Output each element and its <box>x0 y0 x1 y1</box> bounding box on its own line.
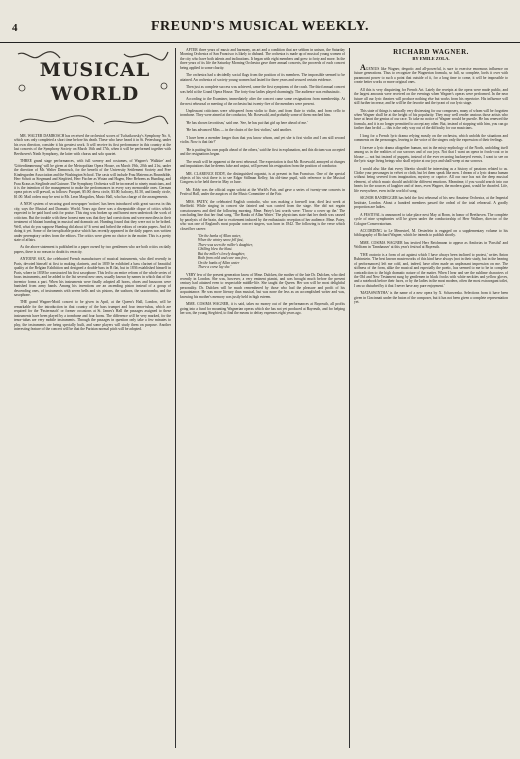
news-paragraph: Unpleasant criticisms were whispered from violin to flute, and from flute to violin, and from cello to trombone. They were aimed at the conductor, Mr. Rosewald, and probably some of them reached him. <box>180 108 345 118</box>
lead-text: GENIUS like Wagner, despotic and all-powerful, is sure to exercise enormous influence on future generations. Thus to recognize the Wagnerian formula, so full, so complete, lords it over with paramount power to such a point that outside of it, for a long time to come, it will be impossible to create better works or more original ones. <box>354 66 508 85</box>
column-divider <box>175 48 176 748</box>
column-right <box>354 48 508 748</box>
masthead <box>14 48 171 128</box>
drop-cap: A <box>360 62 366 72</box>
news-paragraph: 'He has shown favoritism,' said one. 'See, he has put that girl up here ahead of me.' <box>186 120 308 125</box>
news-paragraph: THE grand Wagner-Mottl concert to be given in April, at the Queen's Hall, London, will be remarkable for the introduction in that country of the bass trumpet and four tenor-tubas, which are required for the 'Fasternusch' or former occasions at St. James's Hall the passages assigned to these instruments have been played by a trombone and four horns. The difference will be very marked, for the tenor-tubas are very mobile instruments. Through the passages in question only take a few minutes to play, the instruments are being specially built, and some players will study them on purpose. Another interesting feature of the concert will be that the Parisian normal pitch will be adopted. <box>14 300 171 332</box>
news-paragraph: 'MATASWINTHA' is the name of a new opera by X. Scharwenka. Selections from it have been given in Cincinnati under the baton of the composer, but it has not been given a complete representation yet. <box>354 291 508 305</box>
article-lead-paragraph <box>354 62 508 85</box>
column-middle <box>180 48 345 748</box>
news-paragraph: VERY few of the present generation know of Mme. Dulcken, the mother of the late Dr. Dulcken, who died recently in London. She was, however, a very eminent pianist, and was brought much before the present century had attained even to respectable middle-life. She taught the Queen. Her son will be most delightful personality. Dr. Dulcken will be much remembered by those who had the pleasure and profit of his acquaintance. He was more literary than musical, but was none the less as an accomplished writer and was, knowing his mother's memory was justly held in high esteem. <box>180 272 345 299</box>
article-title: RICHARD WAGNER. <box>393 48 469 56</box>
poem-verse <box>198 234 345 270</box>
news-paragraph: Mr. Eddy was the official organ soloist at the World's Fair, and gave a series of twenty-one concerts in Festival Hall, under the auspices of the Music Committee of the Fair. <box>180 187 345 197</box>
page-header <box>0 14 520 43</box>
column-divider <box>349 48 350 748</box>
article-byline: BY EMILE ZOLA. <box>412 56 450 62</box>
verse-line: 'On the banks of Allan water, <box>198 233 241 238</box>
news-paragraph: ANTOINE SAX, the celebrated French manufacturer of musical instruments, who died recently in Paris, devoted himself at first to making clarinets, and in 1839 he exhibited a bass clarinet of beautiful quality at the Belgian Exhibition and designed a double-bass in B flat, but in 1836 established himself in Paris, where in 1838 he constructed his first saxophone. This led to an entire reform of the whole series of brass instruments, and he added to the list several new ones, usually known by names in which that of the inventor forms a part. When his instruments were finally adopted all horns, oboes and bassoons were banished from army bands. Among his inventions are an ascending piston instead of a group of descending ones, of instruments with seven bells and six pistons, the saxhorn, the saxotromba, and the saxophone. <box>14 257 171 297</box>
news-paragraph: SIGNOR RANDEGGER has held the first rehearsal of his new Amateur Orchestra, at the Imperial Institute, London. About a hundred members passed the ordeal of the total rehearsal. A goodly proportion are ladies. <box>354 196 508 210</box>
masthead-title <box>20 58 170 106</box>
page-number: 4 <box>12 22 18 34</box>
news-paragraph: AFTER three years of music and harmony, an art and a condition that are seldom in unison, the Saturday Morning Orchestra of San Francisco is likely to disband. The orchestra is made up of musical young women of the city who have both talents and inclinations. It began with eight members and grew to forty and more. In the three years of its life the Saturday Morning Orchestra gave three annual concerts, the proceeds of each concert being applied to some charity. <box>180 48 345 70</box>
news-paragraph: As the above statement is published in a paper owned by two gentlemen who are both critics on daily papers, there is no reason to doubt its veracity. <box>14 245 171 254</box>
news-paragraph: MR. CLARENCE EDDY, the distinguished organist, is at present in San Francisco. One of the special objects of his visit there is to see Edgar Stillman Kelley, his old-time pupil, with reference to the Musical Congress to be held there in May or June. <box>180 171 345 185</box>
verse-line: On the banks of Allan water <box>198 260 240 265</box>
article-paragraph: I long for a French lyric drama relying mostly on the orchestra, which unfolds the situations and comments on the personages, leaving to the voice of the singers only the expression of their feelings. <box>354 133 508 143</box>
article-paragraph: This state of things is naturally very distressing for our composers, many of whom will be forgotten when Wagner shall be at the height of his popularity. They may well render anxious those artists who have at heart the genius of our race. To take no notice of Wagner would be puerile. He has renewed the formula, and it is no longer permitted to accept any other. But, instead of stopping with him, you can go farther than he did — this is the only way out of the difficulty for our musicians. <box>354 108 508 131</box>
verse-line: When the wintry snow fell fast, <box>198 238 244 243</box>
news-paragraph: MRS. PATEY, the celebrated English contralto, who was making a farewell tour, died last week at Sheffield. While singing in concert she fainted and was carried from the stage. She did not regain consciousness and died the following morning. Mme. Patey's last words were: 'Throw a cover up the.' The concluding line that her final song, 'The Banks of Allan Water.' The physicians state that her death was caused by paralysis of the brain, due to excitement induced by the enthusiastic reception of her audience. Mme. Patey, who was one of England's most popular concert singers, was born in 1842. The following is the verse which closed her career: <box>180 199 345 231</box>
news-paragraph: 'I have been a member longer than that you know whom, and yet she is first violin and I am still second violin. Now is that fair?' <box>180 135 345 145</box>
news-paragraph: MR. WALTER DAMROSCH has received the orchestral scores of Tschaikowsky's Symphony No. 6, which was only completed a short time before his death. These who have heard it in St. Petersburg, under his own direction, consider it his greatest work. It will receive its first performance in this country at the last concerts of the Symphony Society on March 16th and 17th, when it will be performed together with Beethoven's Ninth Symphony, the latter with chorus and solo quartet. <box>14 134 171 156</box>
news-paragraph: 'He is putting his own pupils ahead of the others,' said the first in explanation, and this dictum was accepted and the resignations began. <box>180 147 345 157</box>
verse-line: There a corse lay she.' <box>198 265 232 270</box>
masthead-word: WORLD <box>50 83 140 105</box>
news-paragraph: A FESTIVAL is announced to take place next May at Bonn, in honor of Beethoven. The complete cycle of nine symphonies will be given under the conductorship of Herr Wullner, director of the Cologne Conservatorium. <box>354 212 508 226</box>
news-paragraph: 'THE oratorio is a form of art against which I have always been inclined to protest,' writes Anton Rubinstein. 'The best known masterworks of this kind have always (not in their study, but in the hearing of performances) left me cold, and, indeed, have often made an unpleasant impression on me. The stiffness of the form, alike the musical and especially the poetic, has seemed to me to be in complete contradiction to the high dramatic nature of the matter. When I hear and see the sublime characters of the Old and New Testament sung by gentlemen in black frocks with white neckties and yellow gloves, and a notebook before their faces, or by the ladies in the most modern, often the most extravagant toilet, I am so disturbed by it that I never have any pure enjoyment.' <box>354 252 508 288</box>
news-paragraph: 'He has advanced Miss — in the chairs of the first violins,' said another. <box>186 128 292 133</box>
news-paragraph: THREE grand stage performances, with full scenery and costumes, of Wagner's 'Walküre' and 'Götterdämmerung' will be given at the Metropolitan Opera House, on March 19th, 20th and 21st, under the direction of Mr. Walter Damrosch, for the benefit of the University Settlement Society and Free Kindergarden Association and the Washington School. The casts will include Frau Materna as Brunnhilde, Herr Schott as Siegmund and Siegfried, Herr Fischer as Wotan and Hagen, Herr Behrens as Hunding, and Frau Kraus as Sieglinde and Gutrune. The Symphony Orchestra will be increased to ninety musicians, and it is the intention of the management to make the performances in every way memorable ones. German opera prices will prevail, as follows: Parquet, $5.00; dress circle, $3.00; balcony, $1.50, and family circle, $1.00. Mail orders may be sent to Mr. Leon Margulies, Music Hall, who has charge of the arrangements. <box>14 159 171 199</box>
article-paragraph: I would also like that every libretto should be interesting as a history of passions related to us. Clothe your personages in velvet or cloth, but let them speak like men. I dream of a lyric drama human without being severed from imagination, mystery or caprice. All our race has not the deep musical element, of which music should unfold the different emotions. Meantime, if you would search into our hearts for the sources of laughter and of tears, even Wagner, the modern giant, would be dwarfed. Life, life everywhere, even in the world of song. <box>354 166 508 193</box>
news-paragraph: According to the Examiner, immediately after the concert came some resignations from membership. At the next rehearsal or meeting of the orchestra but twenty-five of the members were present. <box>180 97 345 106</box>
masthead-word: MUSICAL <box>39 59 151 81</box>
article-paragraph: I foresee a lyric drama altogether human, not in the misty mythology of the North, unfolding itself among us in the realities of our sorrows and of our joys. Not that I want an opera in frock-coat or in blouse — not but instead of puppets, instead of the ever recurring hackneyed events, I want to see on the lyric stage living beings who shall rejoice at our joys and shall weep at our sorrows. <box>354 145 508 164</box>
news-paragraph: Then just as complete success was achieved, came the first symptoms of the crash. The third annual concert was held at the Grand Opera House. The forty-four ladies played charmingly. The audience was enthusiastic. <box>180 85 345 94</box>
journal-title: FREUND'S MUSICAL WEEKLY. <box>150 19 370 34</box>
article-paragraph: All this is very disquieting for French Art. Lately the receipts at the opera were made public, and the largest amounts were received on the evenings when Wagner's operas were performed. In the near future all our lyric theatres will produce nothing else but works from his repertoire. His influence will still further increase, and he will be the favorite and the tyrant of our lyric stage. <box>354 87 508 106</box>
verse-line: Both from cold and care was free, <box>198 256 248 261</box>
news-paragraph: A NEW system of securing good newspaper 'notices' has been introduced with great success in this city, says the Musical and Dramatic World. Years ago there was a disreputable clique of critics which expected to be paid hard cash for praise. This ring was broken up and honest men undertook the work of criticism. But the trouble with these honest men was that they had convictions and were merciless in their treatment of blatant humbug in musical and dramatic art. Humbug found that they were not to be bribed. Well, what do you suppose Humbug did about it? It went and bribed the editors of certain papers. And it's doing it yet. Some of the inexplicable praise which has recently appeared in the daily papers was written under peremptory orders from the editors. The critics were given no choice in the matter. This is a pretty state of affairs. <box>14 202 171 242</box>
verse-line: But the miller's lovely daughter, <box>198 251 245 256</box>
column-left <box>14 48 171 748</box>
news-paragraph: MME. COSIMA WAGNER has invited Herr Reichmann to appear as Amfortas in 'Parsifal' and Wolfram in 'Tannhauser' at this year's festival at Bayreuth. <box>354 240 508 250</box>
news-paragraph: The orchestra had a decidedly social flags from the position of its members. The impossible seemed to be attained. An orchestra of society young women had lasted for three years and secured certain evidence. <box>180 73 345 82</box>
news-paragraph: ACCORDING to Le Menestrel, M. Oesterlein is engaged on a supplementary volume to his bibliography of Richard Wagner, which he intends to publish shortly. <box>354 228 508 238</box>
news-paragraph: The result will be apparent at the next rehearsal. The expectation is that Mr. Rosewald, annoyed at charges and imputations that he deems false and unjust, will present his resignation from the position of conductor. <box>180 159 345 169</box>
news-paragraph: MME. COSIMA WAGNER, it is said, takes no money out of the performances at Bayreuth, all profits going into a fund for mounting Wagnerian operas which she has not yet produced at Bayreuth, and for helping her son, the young Siegfried, to find the means to defray expenses eight years ago. <box>180 302 345 316</box>
verse-line: Chilling blew the blast. <box>198 247 233 252</box>
verse-line: There was seen the miller's daughter, <box>198 242 253 247</box>
